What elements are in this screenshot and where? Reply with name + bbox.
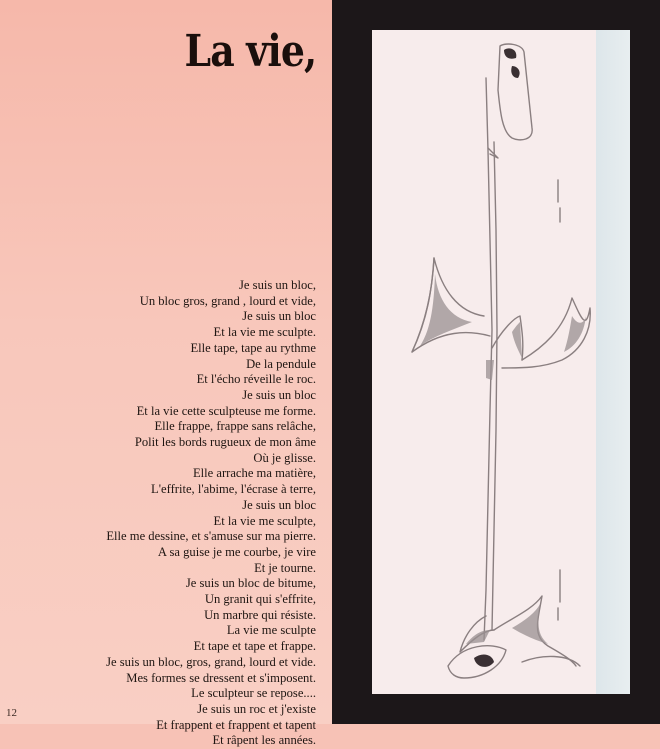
- sculpture-shade: [466, 630, 490, 644]
- sculpture-shade: [512, 322, 522, 358]
- poem-line: Elle frappe, frappe sans relâche,: [154, 419, 316, 434]
- poem-line: Je suis un bloc de bitume,: [185, 576, 316, 591]
- sculpture-illustration: [372, 30, 630, 694]
- poem-line: Polit les bords rugueux de mon âme: [134, 435, 316, 450]
- poem-line: Mes formes se dressent et s'imposent.: [126, 670, 316, 685]
- poem-line: Et l'écho réveille le roc.: [196, 372, 316, 387]
- poem-line: Et je tourne.: [254, 560, 316, 575]
- poem-line: Un granit qui s'effrite,: [204, 592, 316, 607]
- poem-line: Elle tape, tape au rythme: [190, 340, 316, 355]
- sculpture-stem: [484, 78, 492, 640]
- poem-line: Je suis un bloc: [242, 309, 316, 324]
- sculpture-shade: [486, 360, 494, 380]
- poem-line: Je suis un bloc: [242, 387, 316, 402]
- poem-line: La vie me sculpte: [226, 623, 316, 638]
- sculpture-shade: [512, 604, 548, 644]
- poem-line: Le sculpteur se repose....: [191, 686, 316, 701]
- poem-line: Et la vie me sculpte.: [213, 325, 316, 340]
- sculpture-shade: [564, 316, 586, 352]
- poem-line: De la pendule: [246, 356, 316, 371]
- poem-line: Où je glisse.: [253, 450, 316, 465]
- sculpture-head: [498, 44, 532, 140]
- poem-line: Et râpent les années.: [212, 733, 316, 748]
- poem-line: Et la vie me sculpte,: [213, 513, 316, 528]
- poem-line: Un bloc gros, grand , lourd et vide,: [139, 293, 316, 308]
- poem-line: Je suis un bloc: [242, 497, 316, 512]
- poem-line: A sa guise je me courbe, je vire: [157, 544, 316, 559]
- page-number: 12: [6, 707, 17, 719]
- sculpture-dark-spot: [511, 66, 519, 78]
- poem-line: Et frappent et frappent et tapent: [156, 717, 316, 732]
- sculpture-dark-spot: [474, 655, 494, 667]
- poem-line: Je suis un roc et j'existe: [197, 701, 316, 716]
- poem-title: La vie,: [184, 26, 316, 77]
- sculpture-dark-spot: [504, 48, 516, 58]
- poem-line: Elle me dessine, et s'amuse sur ma pierre.: [106, 529, 316, 544]
- poem-line: Je suis un bloc,: [239, 278, 316, 292]
- poem-line: Et la vie cette sculpteuse me forme.: [136, 403, 316, 418]
- poem-line: Je suis un bloc, gros, grand, lourd et vide.: [106, 654, 316, 669]
- poem-line: Un marbre qui résiste.: [204, 607, 316, 622]
- poem-body: [0, 278, 316, 749]
- poem-line: Elle arrache ma matière,: [192, 466, 316, 481]
- poem-line: L'effrite, l'abime, l'écrase à terre,: [151, 482, 316, 497]
- sculpture-left-arm: [412, 258, 490, 352]
- poem-line: Et tape et tape et frappe.: [193, 639, 316, 654]
